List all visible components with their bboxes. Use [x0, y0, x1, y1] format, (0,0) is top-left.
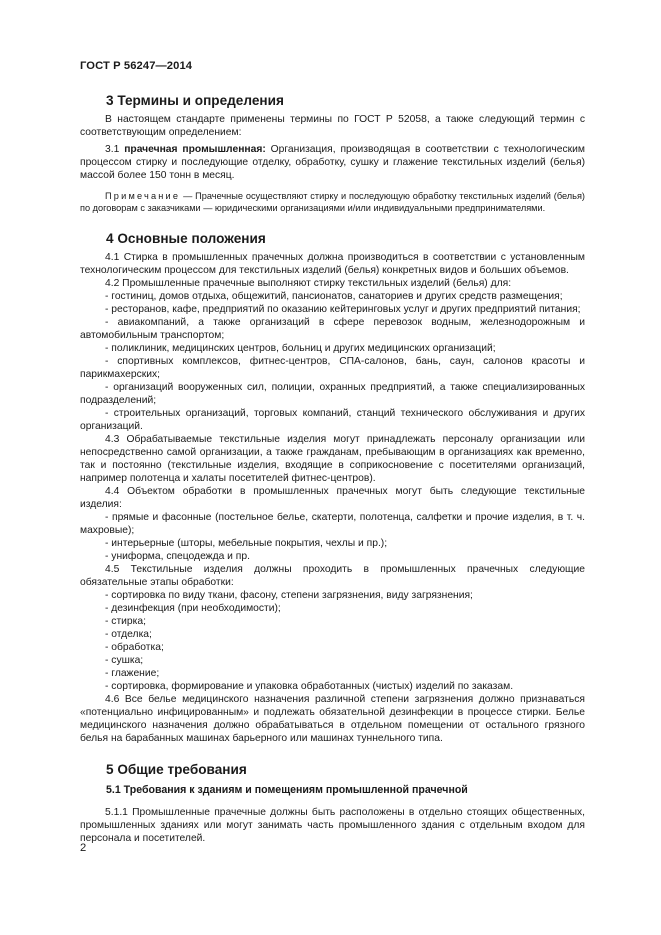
term-definition: [80, 143, 585, 182]
section-5-1-title: 5.1 Требования к зданиям и помещениям промышленной прачечной: [106, 784, 468, 796]
section-4-paragraph: - спортивных комплексов, фитнес-центров, СПА-салонов, бань, саун, салонов красоты и парикмахерских;: [80, 356, 585, 380]
note-text: — Прачечные осуществляют стирку и последующую обработку текстильных изделий (белья) по договорам с заказчиками — юридическими организациями и/или индивидуальными предпринимателями.: [80, 191, 585, 213]
section-4-paragraph: 4.4 Объектом обработки в промышленных прачечных могут быть следующие текстильные изделия:: [80, 486, 585, 510]
section-3-title: 3 Термины и определения: [106, 93, 284, 108]
term-name: прачечная промышленная:: [124, 144, 266, 155]
section-4-paragraph: - обработка;: [105, 642, 164, 653]
section-4-body: [80, 251, 585, 745]
note: [80, 190, 585, 214]
section-4-paragraph: - организаций вооруженных сил, полиции, охранных предприятий, а также специализированных подразделений;: [80, 382, 585, 406]
section-4-paragraph: - авиакомпаний, а также организаций в сфере перевозок водным, железнодорожным и автомобильным транспортом;: [80, 317, 585, 341]
section-4-paragraph: - стирка;: [105, 616, 146, 627]
section-4-paragraph: - гостиниц, домов отдыха, общежитий, пансионатов, санаториев и других средств размещения;: [105, 291, 563, 302]
section-4-paragraph: - сортировка по виду ткани, фасону, степени загрязнения, виду загрязнения;: [105, 590, 473, 601]
section-4-paragraph: - сортировка, формирование и упаковка обработанных (чистых) изделий по заказам.: [105, 681, 514, 692]
section-4-paragraph: - дезинфекция (при необходимости);: [105, 603, 281, 614]
section-4-title: 4 Основные положения: [106, 231, 266, 246]
section-4-paragraph: - прямые и фасонные (постельное белье, скатерти, полотенца, салфетки и прочие изделия, в т. ч. махровые);: [80, 512, 585, 536]
note-label: Примечание: [105, 191, 181, 201]
section-4-paragraph: - ресторанов, кафе, предприятий по оказанию кейтеринговых услуг и других предприятий питания;: [105, 304, 581, 315]
section-4-paragraph: - глажение;: [105, 668, 160, 679]
section-3-intro: В настоящем стандарте применены термины по ГОСТ Р 52058, а также следующий термин с соответствующим определением:: [80, 114, 585, 138]
page-number: 2: [80, 842, 87, 854]
term-number: 3.1: [105, 144, 120, 155]
section-4-paragraph: - интерьерные (шторы, мебельные покрытия, чехлы и пр.);: [105, 538, 388, 549]
section-4-paragraph: - сушка;: [105, 655, 144, 666]
term-definition-text: Организация, производящая в соответствии с технологическим процессом стирку и последующие отделку, обработку, сушку и глажение текстильных изделий (белья) массой более 150 тонн в месяц.: [80, 144, 585, 181]
section-4-paragraph: 4.5 Текстильные изделия должны проходить в промышленных прачечных следующие обязательные этапы обработки:: [80, 564, 585, 588]
section-4-paragraph: - поликлиник, медицинских центров, больниц и других медицинских организаций;: [105, 343, 496, 354]
section-4-paragraph: - униформа, спецодежда и пр.: [105, 551, 250, 562]
section-5-1-1-paragraph: 5.1.1 Промышленные прачечные должны быть расположены в отдельно стоящих общественных, промышленных зданиях или могут занимать часть промышленного здания с отдельным входом для персонала и посетителей.: [80, 807, 585, 844]
section-4-paragraph: 4.3 Обрабатываемые текстильные изделия могут принадлежать персоналу организации или непосредственно самой организации, а также гражданам, пребывающим в организациях как временно, так и постоянно (текстильные изделия, входящие в соприкосновение с посетителями организаций, например полотенца и халаты посетителей фитнес-центров).: [80, 434, 585, 484]
document-header: ГОСТ Р 56247—2014: [80, 60, 193, 72]
section-4-paragraph: 4.2 Промышленные прачечные выполняют стирку текстильных изделий (белья) для:: [105, 278, 512, 289]
section-4-paragraph: - отделка;: [105, 629, 152, 640]
page-content: [80, 93, 585, 845]
section-4-paragraph: - строительных организаций, торговых компаний, станций технического обслуживания и других организаций.: [80, 408, 585, 432]
section-4-paragraph: 4.1 Стирка в промышленных прачечных должна производиться в соответствии с установленным технологическим процессом для текстильных изделий (белья) конкретных видов и больших объемов.: [80, 252, 585, 276]
section-5-title: 5 Общие требования: [106, 762, 247, 777]
section-4-paragraph: 4.6 Все белье медицинского назначения различной степени загрязнения должно признаваться «потенциально инфицированным» и подлежать обязательной дезинфекции в процессе стирки. Белье медицинского назначения должно обрабатываться в отдельном помещении от остального грязного белья на барабанных машинах барьерного или машинах туннельного типа.: [80, 694, 585, 744]
